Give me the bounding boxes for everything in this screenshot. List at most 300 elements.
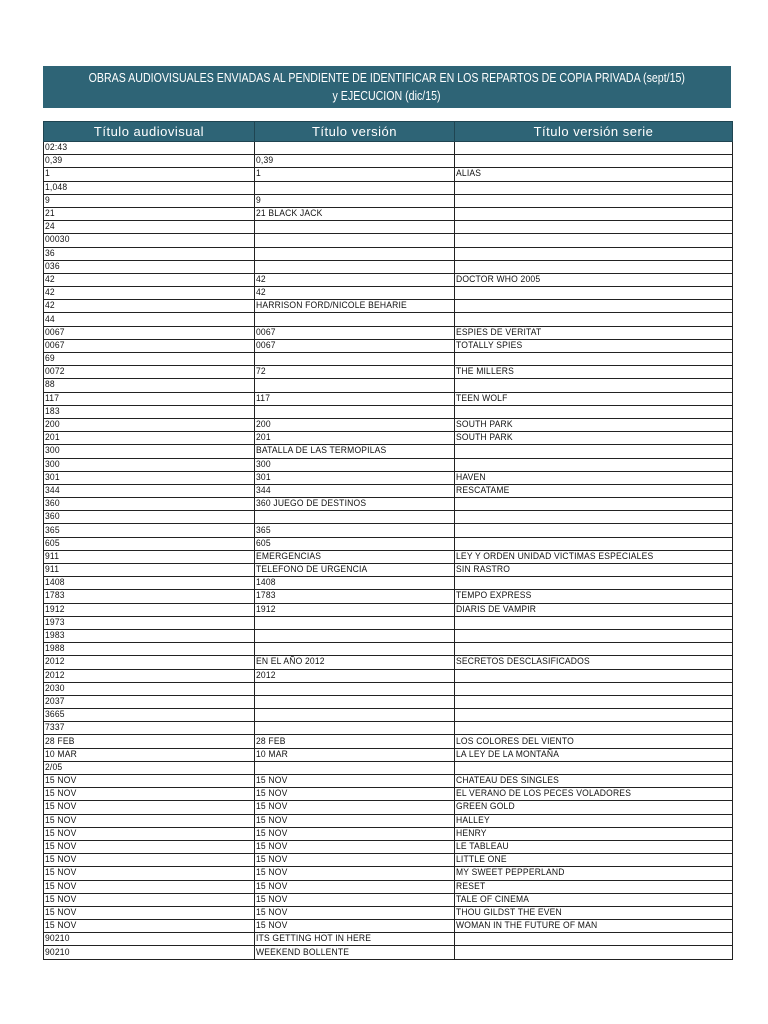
- cell-text: 344: [45, 484, 60, 496]
- cell-titulo-version-serie: [455, 616, 733, 629]
- cell-text: 1: [45, 168, 50, 180]
- cell-titulo-audiovisual: [44, 366, 255, 379]
- cell-text: 117: [45, 392, 60, 404]
- cell-text: 2012: [256, 669, 276, 681]
- cell-titulo-version-serie: [455, 418, 733, 431]
- cell-text: 9: [45, 194, 50, 206]
- cell-titulo-version: [255, 498, 455, 511]
- cell-titulo-audiovisual: [44, 603, 255, 616]
- cell-titulo-version: [255, 801, 455, 814]
- cell-text: GREEN GOLD: [456, 801, 515, 813]
- cell-titulo-version: [255, 906, 455, 919]
- cell-text: THOU GILDST THE EVEN: [456, 906, 562, 918]
- cell-text: 301: [45, 471, 60, 483]
- column-header-titulo-audiovisual: Título audiovisual: [44, 122, 255, 142]
- cell-text: ITS GETTING HOT IN HERE: [256, 933, 372, 945]
- cell-text: 1408: [45, 577, 65, 589]
- cell-text: 3665: [45, 709, 65, 721]
- cell-text: SECRETOS DESCLASIFICADOS: [456, 656, 590, 668]
- cell-text: 15 NOV: [45, 775, 77, 787]
- cell-text: 15 NOV: [256, 788, 288, 800]
- table-row: [44, 221, 733, 234]
- cell-titulo-version-serie: [455, 537, 733, 550]
- cell-titulo-audiovisual: [44, 590, 255, 603]
- cell-titulo-version-serie: [455, 445, 733, 458]
- cell-titulo-version: [255, 735, 455, 748]
- cell-titulo-version-serie: [455, 498, 733, 511]
- cell-text: 15 NOV: [256, 867, 288, 879]
- table-row: [44, 484, 733, 497]
- cell-text: 0067: [256, 326, 276, 338]
- cell-text: SOUTH PARK: [456, 432, 513, 444]
- cell-titulo-version: [255, 629, 455, 642]
- cell-titulo-audiovisual: [44, 353, 255, 366]
- cell-text: WEEKEND BOLLENTE: [256, 946, 350, 958]
- cell-text: 1988: [45, 643, 65, 655]
- cell-titulo-audiovisual: [44, 616, 255, 629]
- cell-titulo-version-serie: [455, 682, 733, 695]
- cell-text: 301: [256, 471, 271, 483]
- cell-text: 02:43: [45, 142, 68, 154]
- cell-titulo-version: [255, 168, 455, 181]
- table-row: [44, 669, 733, 682]
- title-banner: [43, 66, 731, 108]
- table-row: [44, 920, 733, 933]
- table-row: [44, 313, 733, 326]
- table-row: [44, 194, 733, 207]
- cell-titulo-version-serie: [455, 669, 733, 682]
- table-row: [44, 155, 733, 168]
- cell-text: 42: [45, 287, 55, 299]
- cell-titulo-audiovisual: [44, 247, 255, 260]
- column-header-titulo-version-serie: Título versión serie: [455, 122, 733, 142]
- cell-titulo-version-serie: [455, 300, 733, 313]
- cell-text: 15 NOV: [45, 801, 77, 813]
- cell-text: TALE OF CINEMA: [456, 893, 530, 905]
- cell-text: 15 NOV: [45, 906, 77, 918]
- table-row: [44, 511, 733, 524]
- cell-text: EMERGENCIAS: [256, 550, 322, 562]
- cell-text: 42: [256, 273, 266, 285]
- cell-titulo-version: [255, 814, 455, 827]
- cell-titulo-version: [255, 300, 455, 313]
- table-row: [44, 392, 733, 405]
- cell-titulo-version-serie: [455, 643, 733, 656]
- cell-text: DIARIS DE VAMPIR: [456, 603, 537, 615]
- cell-titulo-version: [255, 326, 455, 339]
- cell-titulo-version-serie: [455, 893, 733, 906]
- cell-titulo-version: [255, 181, 455, 194]
- cell-text: 72: [256, 366, 266, 378]
- cell-text: 365: [45, 524, 60, 536]
- table-row: [44, 287, 733, 300]
- table-row: [44, 906, 733, 919]
- cell-titulo-audiovisual: [44, 920, 255, 933]
- cell-titulo-version-serie: [455, 920, 733, 933]
- table-row: [44, 761, 733, 774]
- cell-titulo-version-serie: [455, 273, 733, 286]
- table-row: [44, 181, 733, 194]
- cell-titulo-version-serie: [455, 590, 733, 603]
- cell-titulo-audiovisual: [44, 458, 255, 471]
- cell-titulo-audiovisual: [44, 564, 255, 577]
- cell-text: 15 NOV: [45, 893, 77, 905]
- cell-titulo-version-serie: [455, 748, 733, 761]
- cell-titulo-version: [255, 366, 455, 379]
- cell-titulo-audiovisual: [44, 392, 255, 405]
- cell-titulo-version: [255, 550, 455, 563]
- cell-titulo-version-serie: [455, 392, 733, 405]
- cell-text: 365: [256, 524, 271, 536]
- cell-titulo-version: [255, 590, 455, 603]
- cell-text: 42: [45, 300, 55, 312]
- cell-text: 88: [45, 379, 55, 391]
- cell-text: 2037: [45, 695, 65, 707]
- cell-titulo-version-serie: [455, 168, 733, 181]
- cell-titulo-audiovisual: [44, 181, 255, 194]
- cell-text: 00030: [45, 234, 70, 246]
- cell-titulo-version: [255, 709, 455, 722]
- table-row: [44, 498, 733, 511]
- cell-titulo-version: [255, 788, 455, 801]
- cell-text: 036: [45, 260, 60, 272]
- cell-titulo-version: [255, 234, 455, 247]
- cell-text: TEEN WOLF: [456, 392, 508, 404]
- cell-titulo-version-serie: [455, 471, 733, 484]
- table-row: [44, 656, 733, 669]
- table-row: [44, 300, 733, 313]
- cell-titulo-version: [255, 484, 455, 497]
- cell-titulo-version: [255, 260, 455, 273]
- cell-text: 15 NOV: [256, 775, 288, 787]
- cell-text: HARRISON FORD/NICOLE BEHARIE: [256, 300, 407, 312]
- cell-titulo-version: [255, 722, 455, 735]
- cell-text: THE MILLERS: [456, 366, 515, 378]
- cell-text: 300: [256, 458, 271, 470]
- cell-titulo-version: [255, 418, 455, 431]
- cell-text: 1783: [256, 590, 276, 602]
- cell-titulo-audiovisual: [44, 339, 255, 352]
- table-row: [44, 326, 733, 339]
- cell-titulo-audiovisual: [44, 946, 255, 959]
- cell-titulo-audiovisual: [44, 643, 255, 656]
- table-row: [44, 207, 733, 220]
- cell-text: 15 NOV: [45, 814, 77, 826]
- cell-text: 300: [45, 445, 60, 457]
- cell-titulo-audiovisual: [44, 867, 255, 880]
- cell-text: EN EL AÑO 2012: [256, 656, 325, 668]
- cell-titulo-audiovisual: [44, 827, 255, 840]
- cell-text: DOCTOR WHO 2005: [456, 273, 541, 285]
- cell-titulo-version-serie: [455, 287, 733, 300]
- cell-titulo-version-serie: [455, 656, 733, 669]
- cell-titulo-version: [255, 682, 455, 695]
- cell-titulo-audiovisual: [44, 748, 255, 761]
- cell-text: 15 NOV: [45, 827, 77, 839]
- cell-titulo-version-serie: [455, 181, 733, 194]
- cell-titulo-version: [255, 893, 455, 906]
- cell-titulo-version-serie: [455, 827, 733, 840]
- cell-titulo-version: [255, 564, 455, 577]
- cell-text: 911: [45, 564, 60, 576]
- cell-text: 1912: [45, 603, 65, 615]
- cell-titulo-audiovisual: [44, 933, 255, 946]
- cell-titulo-audiovisual: [44, 287, 255, 300]
- cell-text: 1408: [256, 577, 276, 589]
- table-row: [44, 458, 733, 471]
- cell-titulo-version: [255, 458, 455, 471]
- cell-titulo-version-serie: [455, 577, 733, 590]
- cell-text: LOS COLORES DEL VIENTO: [456, 735, 574, 747]
- cell-titulo-version-serie: [455, 761, 733, 774]
- cell-titulo-version-serie: [455, 247, 733, 260]
- cell-text: 15 NOV: [256, 841, 288, 853]
- cell-text: 201: [256, 432, 271, 444]
- cell-titulo-version-serie: [455, 854, 733, 867]
- cell-titulo-version-serie: [455, 260, 733, 273]
- cell-titulo-audiovisual: [44, 418, 255, 431]
- cell-titulo-version: [255, 748, 455, 761]
- cell-text: TEMPO EXPRESS: [456, 590, 532, 602]
- cell-titulo-audiovisual: [44, 207, 255, 220]
- cell-text: HAVEN: [456, 471, 486, 483]
- cell-titulo-version: [255, 537, 455, 550]
- cell-titulo-version-serie: [455, 946, 733, 959]
- cell-titulo-audiovisual: [44, 893, 255, 906]
- cell-titulo-version: [255, 643, 455, 656]
- cell-text: 911: [45, 550, 60, 562]
- cell-text: 0,39: [45, 155, 63, 167]
- cell-titulo-version: [255, 273, 455, 286]
- cell-titulo-version: [255, 524, 455, 537]
- table-row: [44, 946, 733, 959]
- cell-text: 10 MAR: [256, 748, 288, 760]
- cell-text: BATALLA DE LAS TERMOPILAS: [256, 445, 387, 457]
- table-row: [44, 564, 733, 577]
- cell-text: 1: [256, 168, 261, 180]
- cell-titulo-audiovisual: [44, 405, 255, 418]
- cell-titulo-audiovisual: [44, 260, 255, 273]
- cell-text: 360: [45, 511, 60, 523]
- table-row: [44, 775, 733, 788]
- cell-text: LEY Y ORDEN UNIDAD VICTIMAS ESPECIALES: [456, 550, 654, 562]
- cell-titulo-audiovisual: [44, 511, 255, 524]
- cell-text: 28 FEB: [256, 735, 286, 747]
- cell-titulo-version-serie: [455, 511, 733, 524]
- cell-titulo-audiovisual: [44, 221, 255, 234]
- cell-titulo-audiovisual: [44, 498, 255, 511]
- table-row: [44, 273, 733, 286]
- title-line-2: y EJECUCION (dic/15): [332, 89, 442, 103]
- table-row: [44, 880, 733, 893]
- cell-text: 9: [256, 194, 261, 206]
- cell-titulo-version-serie: [455, 458, 733, 471]
- cell-text: ESPIES DE VERITAT: [456, 326, 542, 338]
- cell-titulo-version: [255, 445, 455, 458]
- cell-text: 10 MAR: [45, 748, 77, 760]
- cell-titulo-version: [255, 577, 455, 590]
- cell-titulo-version-serie: [455, 814, 733, 827]
- cell-titulo-version-serie: [455, 629, 733, 642]
- cell-text: 15 NOV: [256, 801, 288, 813]
- cell-titulo-audiovisual: [44, 326, 255, 339]
- table-row: [44, 142, 733, 155]
- cell-titulo-version: [255, 313, 455, 326]
- cell-titulo-audiovisual: [44, 273, 255, 286]
- cell-text: HALLEY: [456, 814, 490, 826]
- cell-text: 2/05: [45, 761, 63, 773]
- cell-titulo-version-serie: [455, 155, 733, 168]
- table-row: [44, 854, 733, 867]
- cell-text: TOTALLY SPIES: [456, 339, 523, 351]
- cell-text: 1,048: [45, 181, 68, 193]
- cell-titulo-version: [255, 405, 455, 418]
- table-row: [44, 682, 733, 695]
- cell-titulo-version-serie: [455, 880, 733, 893]
- cell-titulo-version-serie: [455, 801, 733, 814]
- cell-text: 0067: [45, 339, 65, 351]
- cell-text: 15 NOV: [256, 827, 288, 839]
- cell-titulo-version-serie: [455, 722, 733, 735]
- cell-titulo-audiovisual: [44, 550, 255, 563]
- cell-text: LITTLE ONE: [456, 854, 507, 866]
- cell-text: 15 NOV: [256, 854, 288, 866]
- cell-titulo-audiovisual: [44, 629, 255, 642]
- cell-text: 360: [45, 498, 60, 510]
- cell-text: 24: [45, 221, 55, 233]
- cell-titulo-version: [255, 933, 455, 946]
- cell-titulo-version: [255, 207, 455, 220]
- cell-titulo-version-serie: [455, 366, 733, 379]
- cell-text: EL VERANO DE LOS PECES VOLADORES: [456, 788, 632, 800]
- cell-titulo-version: [255, 880, 455, 893]
- cell-text: WOMAN IN THE FUTURE OF MAN: [456, 920, 598, 932]
- cell-titulo-audiovisual: [44, 669, 255, 682]
- cell-titulo-version: [255, 761, 455, 774]
- cell-titulo-version-serie: [455, 695, 733, 708]
- cell-text: SOUTH PARK: [456, 419, 513, 431]
- cell-titulo-version-serie: [455, 788, 733, 801]
- cell-text: TELEFONO DE URGENCIA: [256, 564, 368, 576]
- table-row: [44, 735, 733, 748]
- cell-titulo-version: [255, 339, 455, 352]
- cell-text: 117: [256, 392, 271, 404]
- cell-titulo-audiovisual: [44, 537, 255, 550]
- cell-text: 90210: [45, 933, 70, 945]
- cell-text: 0067: [45, 326, 65, 338]
- cell-titulo-version-serie: [455, 564, 733, 577]
- cell-text: 183: [45, 405, 60, 417]
- cell-titulo-audiovisual: [44, 155, 255, 168]
- table-row: [44, 933, 733, 946]
- cell-titulo-version-serie: [455, 326, 733, 339]
- cell-text: 69: [45, 353, 55, 365]
- table-row: [44, 353, 733, 366]
- cell-text: 344: [256, 484, 271, 496]
- cell-text: 0,39: [256, 155, 274, 167]
- cell-titulo-version: [255, 471, 455, 484]
- cell-titulo-audiovisual: [44, 234, 255, 247]
- cell-titulo-audiovisual: [44, 432, 255, 445]
- cell-titulo-version-serie: [455, 709, 733, 722]
- table-row: [44, 339, 733, 352]
- cell-titulo-audiovisual: [44, 880, 255, 893]
- cell-titulo-version: [255, 221, 455, 234]
- table-row: [44, 643, 733, 656]
- cell-text: 300: [45, 458, 60, 470]
- cell-titulo-version-serie: [455, 405, 733, 418]
- table-row: [44, 616, 733, 629]
- cell-text: 15 NOV: [256, 920, 288, 932]
- cell-text: 15 NOV: [45, 880, 77, 892]
- cell-text: 200: [45, 419, 60, 431]
- cell-titulo-version: [255, 827, 455, 840]
- cell-titulo-audiovisual: [44, 788, 255, 801]
- cell-text: 42: [45, 273, 55, 285]
- cell-titulo-audiovisual: [44, 445, 255, 458]
- cell-text: LE TABLEAU: [456, 841, 509, 853]
- cell-titulo-version-serie: [455, 603, 733, 616]
- cell-titulo-audiovisual: [44, 722, 255, 735]
- cell-text: 21: [45, 208, 55, 220]
- cell-text: 0067: [256, 339, 276, 351]
- cell-titulo-version: [255, 194, 455, 207]
- column-header-titulo-version: Título versión: [255, 122, 455, 142]
- table-row: [44, 168, 733, 181]
- table-body: [44, 142, 733, 960]
- table-row: [44, 471, 733, 484]
- table-row: [44, 827, 733, 840]
- cell-titulo-version: [255, 920, 455, 933]
- cell-titulo-version: [255, 656, 455, 669]
- cell-titulo-audiovisual: [44, 168, 255, 181]
- cell-text: 15 NOV: [256, 906, 288, 918]
- cell-text: 15 NOV: [45, 854, 77, 866]
- cell-titulo-audiovisual: [44, 840, 255, 853]
- table-row: [44, 867, 733, 880]
- table-row: [44, 722, 733, 735]
- cell-titulo-version: [255, 695, 455, 708]
- cell-titulo-audiovisual: [44, 709, 255, 722]
- table-row: [44, 366, 733, 379]
- cell-titulo-audiovisual: [44, 379, 255, 392]
- cell-text: 605: [45, 537, 60, 549]
- cell-text: 1973: [45, 616, 65, 628]
- cell-titulo-version: [255, 142, 455, 155]
- cell-titulo-version: [255, 155, 455, 168]
- cell-titulo-version: [255, 946, 455, 959]
- cell-titulo-version: [255, 616, 455, 629]
- cell-titulo-audiovisual: [44, 142, 255, 155]
- cell-titulo-version-serie: [455, 339, 733, 352]
- cell-text: 15 NOV: [45, 788, 77, 800]
- cell-text: 7337: [45, 722, 65, 734]
- table-row: [44, 590, 733, 603]
- cell-text: 605: [256, 537, 271, 549]
- cell-titulo-audiovisual: [44, 484, 255, 497]
- cell-titulo-audiovisual: [44, 854, 255, 867]
- cell-text: 201: [45, 432, 60, 444]
- cell-text: HENRY: [456, 827, 487, 839]
- cell-titulo-version: [255, 669, 455, 682]
- table-row: [44, 524, 733, 537]
- cell-text: RESCATAME: [456, 484, 510, 496]
- table-row: [44, 379, 733, 392]
- cell-text: 42: [256, 287, 266, 299]
- cell-titulo-version-serie: [455, 906, 733, 919]
- cell-titulo-audiovisual: [44, 682, 255, 695]
- table-row: [44, 893, 733, 906]
